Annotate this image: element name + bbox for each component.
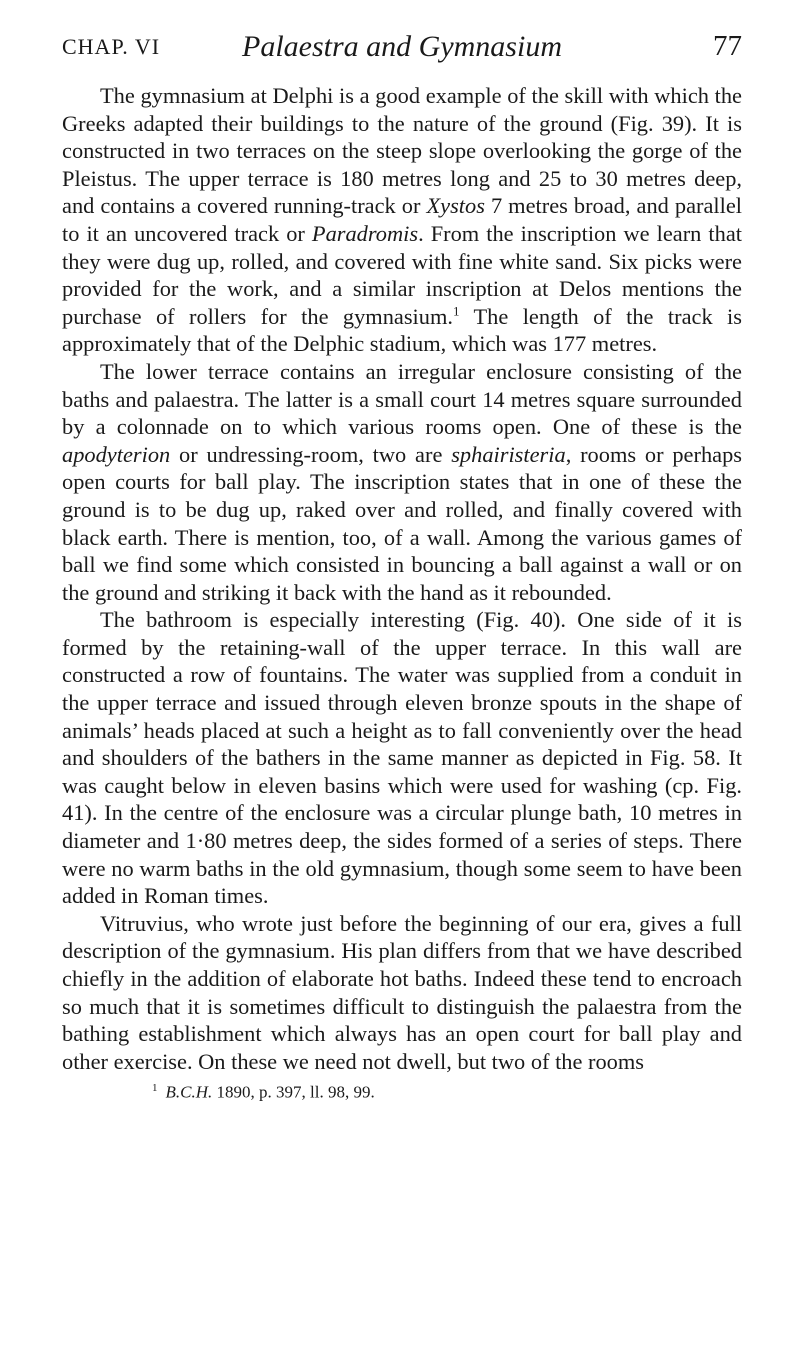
book-page [0, 30, 800, 1356]
footnote-text: 1890, p. 397, ll. 98, 99. [212, 1083, 375, 1103]
term-xystos: Xystos [426, 193, 485, 219]
p2-text-b: or undressing-room, two are [170, 441, 452, 467]
term-paradromis: Paradromis [311, 220, 419, 246]
paragraph-2 [62, 358, 742, 606]
paragraph-4: Vitruvius, who wrote just before the beginning of our era, gives a full description of the gymnasium. His plan differs from that we have described chiefly in the addition of elaborate hot baths. Indeed these tend to encroach so much that it is sometimes difficult to distinguish the palaestra from the bathing establishment which always has an open court for ball play and other exercise. On these we need not dwell, but two of the rooms [62, 910, 742, 1074]
p1-text-d: The length of the track is approximately that of the Delphic stadium, which was 177 metres. [62, 303, 742, 357]
p1-text-a: The gymnasium at Delphi is a good example of the skill with which the Greeks adapted their buildings to the nature of the ground (Fig. 39). It is constructed in two terraces on the steep slope overlooking the gorge of the Pleistus. The upper terrace is 180 metres long and 25 to 30 metres deep, and contains a covered running-track or [62, 83, 742, 219]
chapter-label: CHAP. VI [62, 34, 161, 59]
running-head [62, 30, 742, 76]
term-sphairisteria: sphairisteria [451, 441, 566, 467]
paragraph-3: The bathroom is especially interesting (Fig. 40). One side of it is formed by the retaining-wall of the upper terrace. In this wall are constructed a row of fountains. The water was supplied from a conduit in the upper terrace and issued through eleven bronze spouts in the shape of animals’ heads placed at such a height as to fall conveniently over the head and shoulders of the bathers in the same manner as depicted in Fig. 58. It was caught below in eleven basins which were used for washing (cp. Fig. 41). In the centre of the enclosure was a circular plunge bath, 10 metres in diameter and 1·80 metres deep, the sides formed of a series of steps. There were no warm baths in the old gymnasium, though some seem to have been added in Roman times. [62, 607, 742, 909]
p1-text-b: 7 metres broad, and parallel to it an uncovered track or [62, 193, 742, 246]
term-apodyterion: apodyterion [62, 441, 171, 467]
body-text [62, 82, 742, 1075]
footnote-reference[interactable]: 1 [453, 303, 460, 319]
paragraph-1 [62, 82, 742, 358]
footnote-mark: 1 [152, 1082, 158, 1095]
p1-text-c: . From the inscription we learn that they were dug up, rolled, and covered with fine white sand. Six picks were provided for the work, and a similar inscription at Delos mentions the purchase of rollers for the gymnasium. [62, 220, 742, 329]
p2-text-c: , rooms or perhaps open courts for ball play. The inscription states that in one of these the ground is to be dug up, raked over and rolled, and finally covered with black earth. There is mention, too, of a wall. Among the various games of ball we find some which consisted in bouncing a ball against a wall or on the ground and striking it back with the hand as it rebounded. [62, 441, 742, 605]
page-title: Palaestra and Gymnasium [242, 30, 562, 63]
page-number: 77 [713, 30, 742, 62]
p2-text-a: The lower terrace contains an irregular enclosure consisting of the baths and palaestra. The latter is a small court 14 metres square surrounded by a colonnade on to which various rooms open. One of these is the [62, 358, 742, 440]
footnote-source: B.C.H. [165, 1083, 213, 1103]
footnote [62, 1077, 742, 1104]
